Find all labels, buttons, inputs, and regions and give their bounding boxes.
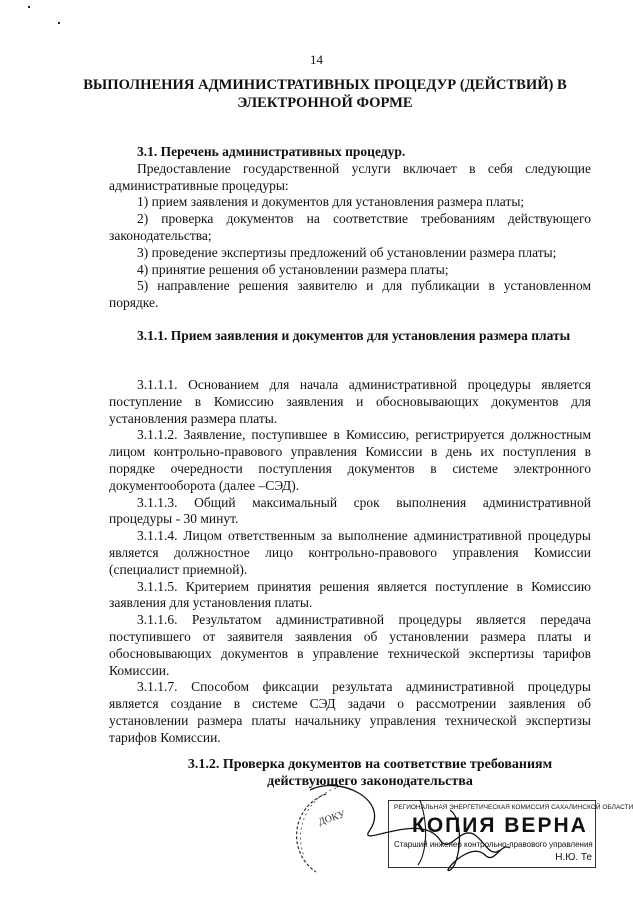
title-line-1: ВЫПОЛНЕНИЯ АДМИНИСТРАТИВНЫХ ПРОЦЕДУР (ДЕЙСТВИЙ) В bbox=[83, 77, 567, 93]
procedure-list-item: 4) принятие решения об установлении размера платы; bbox=[137, 261, 449, 277]
paragraph-3-1-1-2: 3.1.1.2. Заявление, поступившее в Комиссию, регистрируется должностным лицом контрольно-правового управления Комиссии в день их поступления в порядке очередности поступления документов в системе электронного документооборота (далее –СЭД). bbox=[109, 427, 591, 493]
handwritten-signature bbox=[300, 770, 520, 880]
page-number: 14 bbox=[310, 52, 323, 67]
procedure-list-item: 3) проведение экспертизы предложений об установлении размера платы; bbox=[137, 244, 557, 260]
paragraph-3-1-1-4: 3.1.1.4. Лицом ответственным за выполнение административной процедуры является должностное лицо контрольно-правового управления Комиссии (специалист приемной). bbox=[109, 528, 591, 577]
section-3-1-2-line-1: 3.1.2. Проверка документов на соответствие требованиям bbox=[187, 757, 553, 772]
paragraph-3-1-1-5: 3.1.1.5. Критерием принятия решения является поступление в Комиссию заявления для установления платы. bbox=[109, 578, 591, 611]
section-3-1-heading: 3.1. Перечень административных процедур. bbox=[137, 144, 406, 159]
scan-speck bbox=[28, 6, 30, 8]
paragraph-3-1-1-7: 3.1.1.7. Способом фиксации результата административной процедуры является создание в системе СЭД задачи о рассмотрении заявления об установлении размера платы начальнику управления технической экспертизы тарифов Комиссии. bbox=[109, 679, 591, 745]
paragraph-3-1-1-3: 3.1.1.3. Общий максимальный срок выполнения административной процедуры - 30 минут. bbox=[109, 494, 591, 527]
section-3-1-intro: Предоставление государственной услуги включает в себя следующие административные процедуры: bbox=[109, 160, 591, 193]
title-line-2: ЭЛЕКТРОННОЙ ФОРМЕ bbox=[237, 95, 413, 111]
procedure-list-item: 1) прием заявления и документов для установления размера платы; bbox=[137, 194, 525, 210]
section-3-1-1-heading-block bbox=[109, 328, 591, 345]
procedure-list-item: 5) направление решения заявителю и для публикации в установленном порядке. bbox=[109, 278, 591, 311]
scan-speck bbox=[58, 22, 60, 24]
stamp-signer-name: Н.Ю. Те bbox=[555, 852, 592, 863]
document-title bbox=[60, 76, 590, 112]
section-3-1-1-body bbox=[109, 377, 591, 747]
paragraph-3-1-1-1: 3.1.1.1. Основанием для начала административной процедуры является поступление в Комиссию заявления и обосновывающих документов для установления размера платы. bbox=[109, 377, 591, 426]
procedure-list-item: 2) проверка документов на соответствие требованиям действующего законодательства; bbox=[109, 211, 591, 243]
section-3-1-1-heading: 3.1.1. Прием заявления и документов для установления размера платы bbox=[137, 328, 571, 343]
section-3-1-2-line-2: действующего законодательства bbox=[267, 774, 473, 789]
stamp-main-text: КОПИЯ ВЕРНА bbox=[412, 814, 588, 837]
stamp-position: Старший инженер контрольно-правового управления bbox=[394, 840, 593, 849]
seal-text: ДОКУ bbox=[316, 809, 347, 828]
section-3-1 bbox=[109, 144, 591, 312]
paragraph-3-1-1-6: 3.1.1.6. Результатом административной процедуры является передача поступившего от заявителя заявления об установлении размера платы и обосновывающих документов в управление технической экспертизы тарифов Комиссии. bbox=[109, 612, 591, 678]
stamp-organization: РЕГИОНАЛЬНАЯ ЭНЕРГЕТИЧЕСКАЯ КОМИССИЯ САХАЛИНСКОЙ ОБЛАСТИ bbox=[394, 804, 633, 811]
